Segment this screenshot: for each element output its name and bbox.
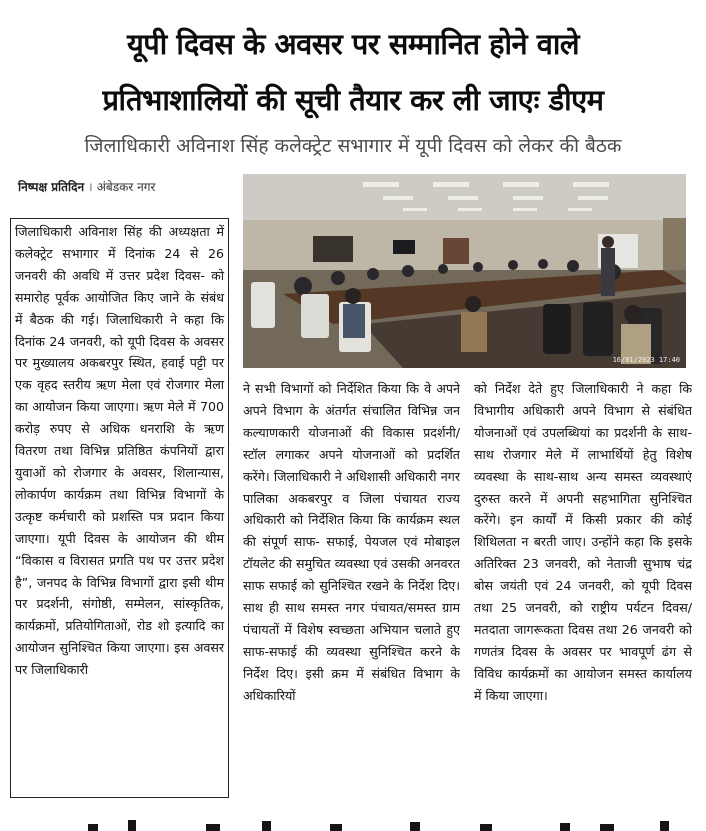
- cut-off-headline-tops: [0, 812, 706, 831]
- subheadline: जिलाधिकारी अविनाश सिंह कलेक्ट्रेट सभागार में यूपी दिवस को लेकर की बैठक: [84, 135, 622, 157]
- meeting-photo-illustration: [243, 174, 686, 368]
- headline-line-2: प्रतिभाशालियों की सूची तैयार कर ली जाएः डीएम: [102, 83, 604, 117]
- next-article-cutoff: [0, 812, 706, 831]
- headline-line-1: यूपी दिवस के अवसर पर सम्मानित होने वाले: [126, 27, 580, 61]
- article-column-3: को निर्देश देते हुए जिलाधिकारी ने कहा कि विभागीय अधिकारी अपने विभाग से संबंधित योजनाओं एवं उपलब्धियां का प्रदर्शनी के साथ-साथ रोजगार मेले में लाभार्थियों हेतु विशेष व्यवस्था के साथ-साथ अन्य समस्त व्यवस्थाएं दुरुस्त करने में अपनी सहभागिता सुनिश्चित करेंगे। इन कार्यों में किसी प्रकार की कोई शिथिलता न बरती जाए। उन्होंने कहा कि इसके अतिरिक्त 23 जनवरी, को नेताजी सुभाष चंद्र बोस जयंती एवं 24 जनवरी, को यूपी दिवस तथा 25 जनवरी, को राष्ट्रीय पर्यटन दिवस/ मतदाता जागरूकता दिवस तथा 26 जनवरी को गणतंत्र दिवस के अवसर पर भावपूर्ण ढंग से विविध कार्यक्रमों का आयोजन समस्त कार्यालय में किया जाएगा।: [474, 381, 692, 703]
- article-column-2: ने सभी विभागों को निर्देशित किया कि वे अपने अपने विभाग के अंतर्गत संचालित विभिन्न जन कल्याणकारी योजनाओं की विकास प्रदर्शनी/स्टॉल लगाकर अपने योजनाओं को प्रदर्शित करेंगे। जिलाधिकारी ने अधिशासी अधिकारी नगर पालिका अकबरपुर व जिला पंचायत राज्य अधिकारी को निर्देशित किया कि कार्यक्रम स्थल की संपूर्ण साफ- सफाई, पेयजल एवं मोबाइल टॉयलेट की समुचित व्यवस्था एवं उसकी अनवरत साफ सफाई को सुनिश्चित रखने के निर्देश दिए। साथ ही साथ समस्त नगर पंचायत/समस्त ग्राम पंचायतों में विशेष स्वच्छता अभियान चलाते हुए साफ-सफाई की व्यवस्था सुनिश्चित करने के निर्देश दिए। इसी क्रम में संबंधित विभाग के अधिकारियों: [243, 381, 460, 703]
- meeting-photo: [243, 174, 686, 368]
- dateline-place: अंबेडकर नगर: [96, 180, 156, 194]
- dateline: [18, 178, 234, 196]
- publication-name: निष्पक्ष प्रतिदिन: [18, 180, 85, 194]
- article-column-1: जिलाधिकारी अविनाश सिंह की अध्यक्षता में कलेक्ट्रेट सभागार में दिनांक 24 से 26 जनवरी की अवधि में उत्तर प्रदेश दिवस- को समारोह पूर्वक आयोजित किए जाने के संबंध में बैठक की गई। जिलाधिकारी ने कहा कि दिनांक 24 जनवरी, को यूपी दिवस के अवसर पर मुख्यालय अकबरपुर स्थित, हवाई पट्टी पर एक वृहद स्तरीय ऋण मेला एवं रोजगार मेला का आयोजन किया जाएगा। ऋण मेले में 700 करोड़ रुपए से अधिक धनराशि के ऋण वितरण तथा विभिन्न प्रतिष्ठित कंपनियों द्वारा युवाओं को रोजगार के अवसर, शिलान्यास, लोकार्पण कार्यक्रम तथा विभिन्न विभागों के उत्कृष्ट कर्मचारी को प्रशस्ति पत्र प्रदान किया जाएगा। यूपी दिवस के आयोजन की थीम “विकास व विरासत प्रगति पथ पर उत्तर प्रदेश है”, जनपद के विभिन्न विभागों द्वारा इसी थीम पर प्रदर्शनी, संगोष्ठी, सम्मेलन, सांस्कृतिक, कार्यक्रमों, प्रतियोगिताओं, रोड शो इत्यादि का आयोजन सुनिश्चित किया जाएगा। इस अवसर पर जिलाधिकारी: [10, 218, 229, 798]
- photo-timestamp: 16/01/2023 17:40: [612, 356, 680, 364]
- dateline-separator: ।: [88, 180, 93, 194]
